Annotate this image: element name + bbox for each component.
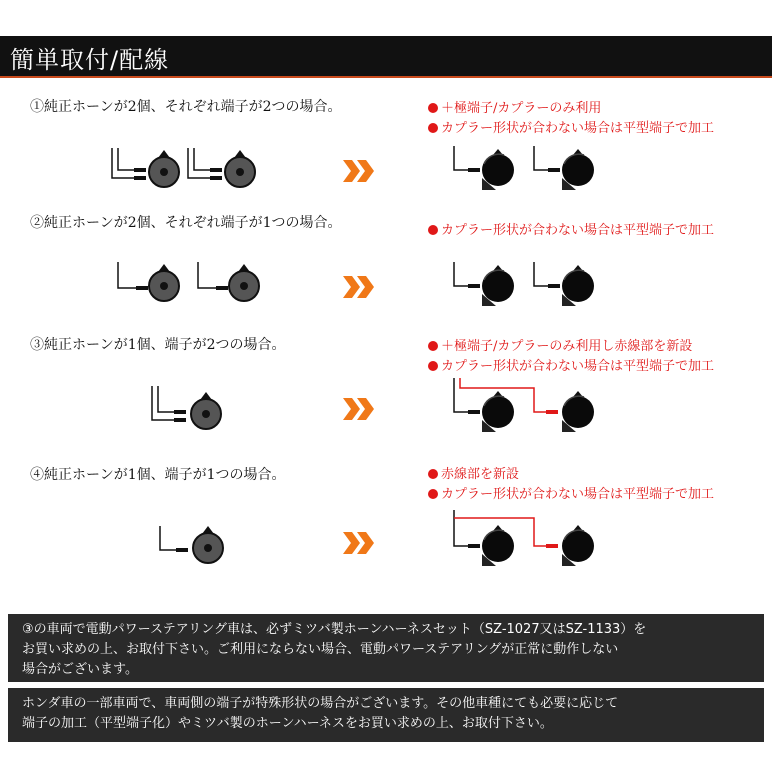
- honda-note-line-1: ホンダ車の一部車両で、車両側の端子が特殊形状の場合がございます。その他車種にても必要に応じて: [22, 696, 619, 711]
- section-header: [0, 36, 772, 78]
- case-3-title: ③純正ホーンが1個、端子が2つの場合。: [30, 337, 286, 353]
- case-1-note-1: ＋極端子/カプラーのみ利用: [428, 100, 601, 118]
- case-4-title: ④純正ホーンが1個、端子が1つの場合。: [30, 467, 286, 483]
- eps-warning-line-2: お買い求めの上、お取付下さい。ご利用にならない場合、電動パワーステアリングが正常に動作しない: [22, 642, 619, 657]
- bullet-icon: [428, 361, 438, 371]
- eps-warning-box: [8, 614, 764, 682]
- eps-warning-line-1: ③の車両で電動パワーステアリング車は、必ずミツバ製ホーンハーネスセット（SZ-1027又はSZ-1133）を: [22, 622, 647, 637]
- case-3-converted-diagram: [440, 374, 610, 444]
- case-2-title: ②純正ホーンが2個、それぞれ端子が1つの場合。: [30, 215, 342, 231]
- case-2-original-diagram: [110, 256, 280, 316]
- case-2-arrow-icon: [343, 276, 377, 298]
- bullet-icon: [428, 225, 438, 235]
- honda-note-box: [8, 688, 764, 742]
- case-4-note-2: カプラー形状が合わない場合は平型端子で加工: [428, 486, 714, 504]
- case-3-original-diagram: [140, 378, 250, 438]
- case-2-note-1: カプラー形状が合わない場合は平型端子で加工: [428, 222, 714, 240]
- case-4-original-diagram: [150, 514, 240, 574]
- case-2-converted-diagram: [440, 256, 610, 316]
- header-title: 簡単取付/配線: [10, 46, 170, 74]
- eps-warning-line-3: 場合がございます。: [22, 662, 138, 677]
- case-1-title: ①純正ホーンが2個、それぞれ端子が2つの場合。: [30, 99, 342, 115]
- case-3-note-1: ＋極端子/カプラーのみ利用し赤線部を新設: [428, 338, 692, 356]
- case-3-note-2: カプラー形状が合わない場合は平型端子で加工: [428, 358, 714, 376]
- honda-note-line-2: 端子の加工（平型端子化）やミツバ製のホーンハーネスをお買い求めの上、お取付下さい。: [22, 716, 553, 731]
- case-3-arrow-icon: [343, 398, 377, 420]
- bullet-icon: [428, 341, 438, 351]
- case-4-converted-diagram: [440, 504, 610, 576]
- bullet-icon: [428, 489, 438, 499]
- case-1-note-2: カプラー形状が合わない場合は平型端子で加工: [428, 120, 714, 138]
- case-4-arrow-icon: [343, 532, 377, 554]
- bullet-icon: [428, 103, 438, 113]
- case-1-original-diagram: [100, 140, 280, 200]
- bullet-icon: [428, 123, 438, 133]
- bullet-icon: [428, 469, 438, 479]
- case-1-arrow-icon: [343, 160, 377, 182]
- case-4-note-1: 赤線部を新設: [428, 466, 519, 484]
- case-1-converted-diagram: [440, 140, 610, 200]
